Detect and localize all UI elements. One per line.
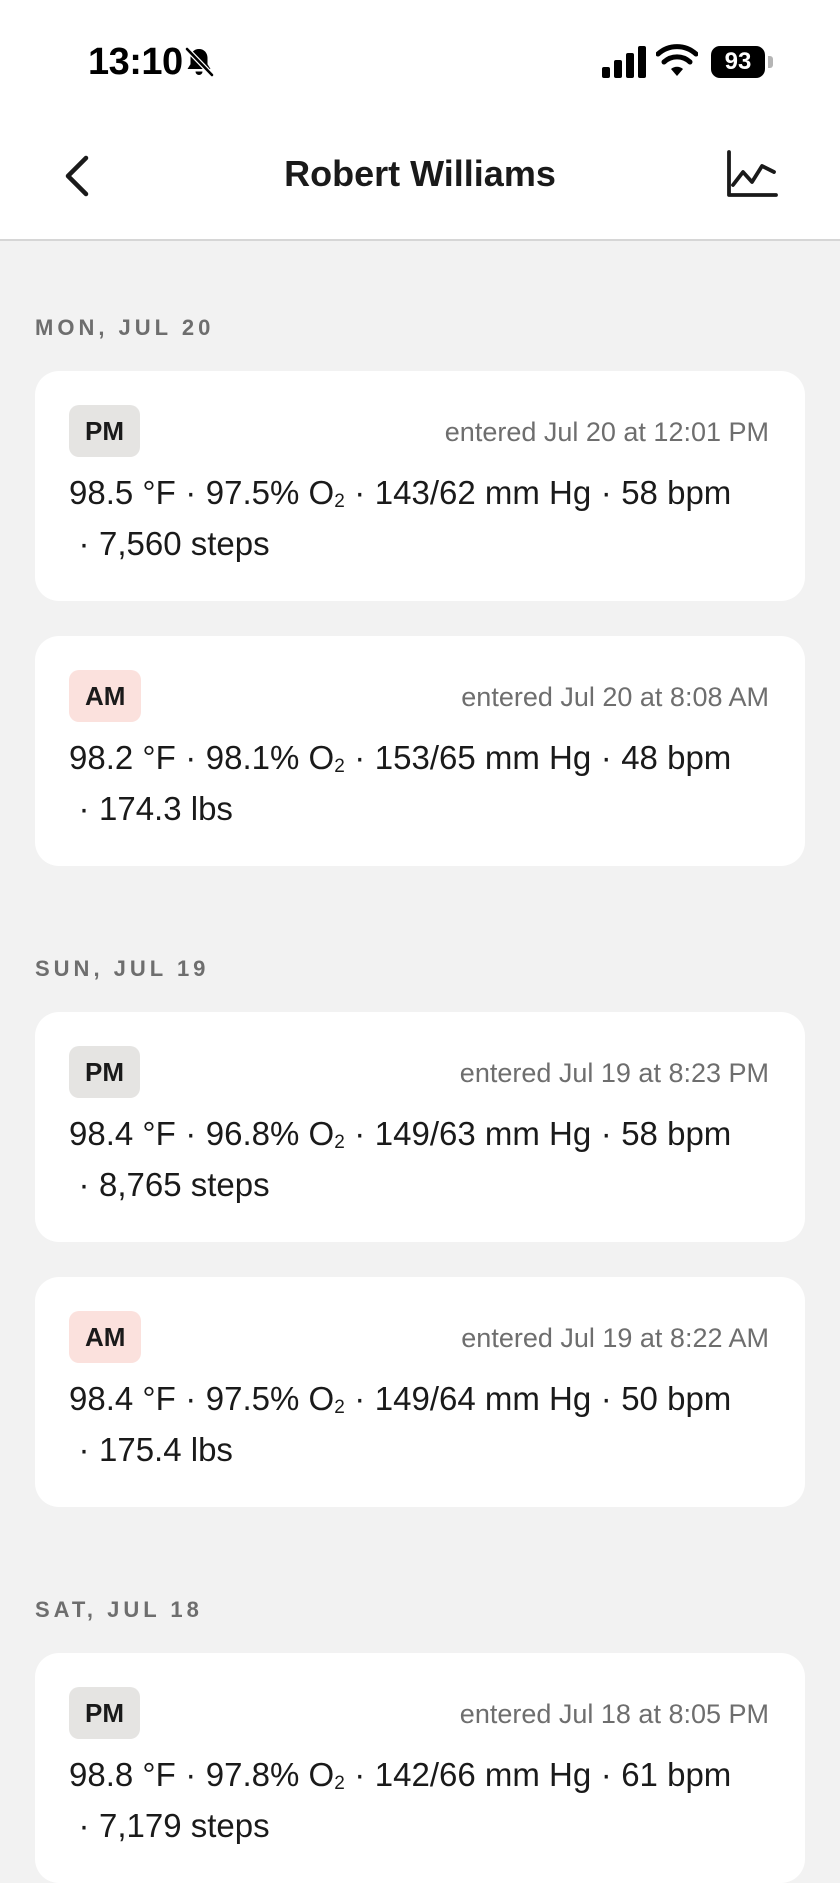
temperature: 98.5 °F [69,474,176,511]
period-badge: AM [69,1311,141,1363]
chart-button[interactable] [720,142,784,206]
page-title: Robert Williams [284,153,556,194]
period-badge: PM [69,1046,140,1098]
oxygen: 96.8% $O_2$ [205,1115,345,1153]
top-bar [0,0,840,241]
entered-timestamp: entered Jul 19 at 8:23 PM [459,1058,769,1088]
day-header: SAT, JUL 18 [35,1597,203,1622]
oxygen: 97.5% $O_2$ [205,474,345,512]
battery-tip [768,56,773,68]
battery-level: 93 [711,46,765,78]
blood-pressure: 142/66 mm Hg [374,1756,592,1793]
entered-timestamp: entered Jul 19 at 8:22 AM [461,1323,769,1353]
pulse-unit: bpm [667,1380,732,1417]
temperature: 98.2 °F [69,739,176,776]
extra-metric: 175.4 lbs [99,1431,233,1468]
blood-pressure: 149/64 mm Hg [374,1380,592,1417]
day-header: MON, JUL 20 [35,315,215,340]
oxygen: 98.1% $O_2$ [205,739,345,777]
bell-slash-icon [182,45,216,79]
day-header: SUN, JUL 19 [35,956,210,981]
vitals-summary: 98.8 °F · 97.8% $O_2 \cdot 142/66$ mm Hg · 61 bpm· 7,179 steps [69,1756,732,1844]
signal-icon [602,46,646,78]
vitals-summary: 98.5 °F · 97.5% $O_2 \cdot 143/62$ mm Hg · 58 bpm· 7,560 steps [69,474,732,562]
temperature: 98.8 °F [69,1756,176,1793]
extra-metric: 174.3 lbs [99,790,233,827]
period-badge: PM [69,1687,140,1739]
vitals-summary: 98.4 °F · 97.5% $O_2 \cdot 149/64$ mm Hg · 50 bpm· 175.4 lbs [69,1380,732,1468]
pulse-unit: bpm [667,1756,732,1793]
oxygen: 97.5% $O_2$ [205,1380,345,1418]
vitals-card[interactable] [35,1653,805,1883]
temperature: 98.4 °F [69,1115,176,1152]
period-badge: PM [69,405,140,457]
temperature: 98.4 °F [69,1380,176,1417]
pulse-unit: bpm [667,739,732,776]
entered-timestamp: entered Jul 20 at 12:01 PM [444,417,769,447]
period-badge: AM [69,670,141,722]
line-chart-icon [726,150,778,198]
entered-timestamp: entered Jul 20 at 8:08 AM [461,682,769,712]
chevron-left-icon [62,154,92,198]
wifi-icon [656,44,698,78]
pulse-unit: bpm [667,1115,732,1152]
extra-metric: 8,765 steps [99,1166,270,1203]
vitals-card[interactable] [35,636,805,866]
vitals-card[interactable] [35,1277,805,1507]
vitals-card[interactable] [35,1012,805,1242]
battery-icon [711,46,773,78]
oxygen: 97.8% $O_2$ [205,1756,345,1794]
blood-pressure: 143/62 mm Hg [374,474,592,511]
pulse: 50 [621,1380,658,1417]
pulse: 58 [621,1115,658,1152]
entered-timestamp: entered Jul 18 at 8:05 PM [459,1699,769,1729]
blood-pressure: 153/65 mm Hg [374,739,592,776]
pulse-unit: bpm [667,474,732,511]
pulse: 48 [621,739,658,776]
vitals-summary: 98.2 °F · 98.1% $O_2 \cdot 153/65$ mm Hg · 48 bpm· 174.3 lbs [69,739,732,827]
blood-pressure: 149/63 mm Hg [374,1115,592,1152]
vitals-summary: 98.4 °F · 96.8% $O_2 \cdot 149/63$ mm Hg · 58 bpm· 8,765 steps [69,1115,732,1203]
back-button[interactable] [50,140,106,210]
status-time: 13:10 [88,41,183,83]
extra-metric: 7,560 steps [99,525,270,562]
pulse: 61 [621,1756,658,1793]
pulse: 58 [621,474,658,511]
extra-metric: 7,179 steps [99,1807,270,1844]
vitals-card[interactable] [35,371,805,601]
